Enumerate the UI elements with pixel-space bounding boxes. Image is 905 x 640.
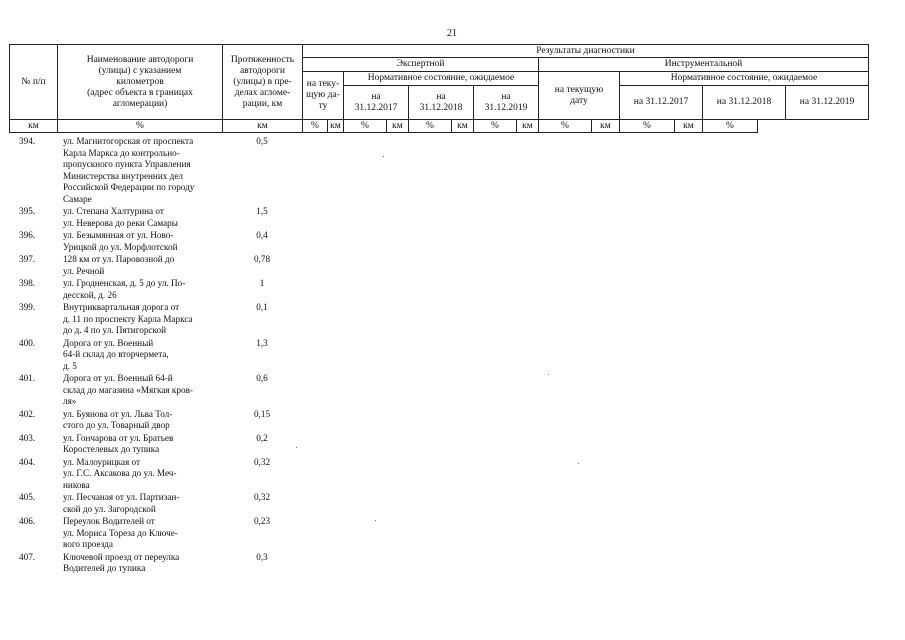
page-number: 21 (447, 28, 457, 39)
road-name-line: ул. Гончарова от ул. Братьев (63, 432, 174, 443)
table-row (9, 302, 302, 337)
road-name-line: д. 5 (63, 360, 77, 371)
header-results: Результаты диагностики (303, 45, 869, 58)
header-unit-percent: % (474, 120, 517, 133)
road-name-line: вого проезда (63, 539, 113, 549)
header-current-expert-line: щую да- (306, 90, 340, 100)
road-list (9, 136, 302, 576)
road-length: 0,1 (256, 302, 268, 312)
header-current-expert (303, 72, 344, 120)
road-name-line: Коростелевых до тупика (63, 444, 160, 454)
road-name-line: ул. Речной (63, 265, 105, 276)
table-row (9, 254, 302, 277)
road-name-line: до д. 4 по ул. Пятигорской (63, 325, 167, 335)
header-expert: Экспертной (303, 58, 539, 72)
road-name-line: Дорога от ул. Военный (63, 337, 154, 348)
header-road-name-line: Наименование автодороги (86, 54, 194, 65)
header-length-line: рации, км (242, 98, 283, 109)
row-number: 397. (19, 254, 36, 264)
row-number: 405. (19, 492, 36, 502)
header-current-instr (539, 72, 620, 120)
road-name-line: Самаре (63, 193, 92, 204)
row-number: 398. (19, 278, 36, 288)
header-date-expert (344, 86, 409, 120)
table-row (9, 457, 302, 492)
road-name-line: ул. Гродненская, д. 5 до ул. По- (63, 278, 186, 288)
road-name (57, 552, 222, 575)
header-unit-km: км (517, 120, 539, 133)
table-row (9, 230, 302, 253)
road-name-line: никова (63, 479, 90, 490)
header-instrumental: Инструментальной (539, 58, 869, 72)
row-number: 395. (19, 206, 36, 216)
road-name (57, 136, 222, 205)
road-name-line: Российской Федерации по городу (63, 182, 195, 192)
header-date-expert-line: на (436, 91, 446, 102)
road-name-line: ул. Мориса Тореза до Ключе- (63, 527, 178, 538)
road-length: 0,23 (253, 516, 271, 526)
road-name-line: ул. Песчаная от ул. Партизан- (63, 492, 180, 502)
road-name (57, 278, 222, 301)
header-current-instr-line: на текущую (554, 84, 604, 95)
header-length-line: автодороги (239, 65, 286, 76)
road-name-line: Урицкой до ул. Морфлотской (63, 241, 178, 252)
road-name (57, 516, 222, 551)
road-name (57, 373, 222, 408)
table-row (9, 373, 302, 408)
header-date-expert (474, 86, 539, 120)
road-name-line: десской, д. 26 (63, 289, 117, 300)
header-unit-percent: % (344, 120, 387, 133)
row-number: 394. (19, 136, 36, 146)
road-name (57, 492, 222, 515)
header-date-instr: на 31.12.2017 (620, 86, 703, 120)
road-name-line: ул. Г.С. Аксакова до ул. Меч- (63, 468, 177, 478)
road-length: 0,32 (253, 456, 271, 467)
road-length: 0,5 (256, 136, 268, 146)
header-unit-km: км (592, 120, 620, 133)
road-name-line: ской до ул. Загородской (63, 503, 156, 514)
road-name-line: ул. Безымянная от ул. Ново- (63, 230, 174, 240)
road-length: 1,3 (256, 337, 268, 348)
header-length (223, 45, 303, 120)
road-length: 0,78 (253, 254, 271, 264)
road-name-line: Водителей до тупика (63, 563, 146, 573)
header-length-line: Протяженность (230, 54, 295, 65)
road-name-line: склад до магазина «Мягкая кров- (63, 384, 193, 395)
road-length: 0,3 (256, 551, 268, 562)
road-name (57, 338, 222, 373)
road-name-line: Министерства внутренних дел (63, 170, 183, 181)
header-road-name-line: агломерации) (112, 98, 168, 109)
table-row (9, 136, 302, 205)
header-unit-percent: % (58, 120, 223, 133)
header-length-line: (улицы) в пре- (233, 76, 292, 87)
road-name-line: д. 11 по проспекту Карла Маркса (63, 313, 193, 324)
road-name-line: ул. Магнитогорская от проспекта (63, 136, 194, 146)
header-date-expert-line: 31.12.2017 (354, 102, 398, 113)
table-row (9, 492, 302, 515)
header-current-expert-line: ту (318, 101, 328, 111)
road-name-line: Переулок Водителей от (63, 516, 155, 526)
road-name-line: Дорога от ул. Военный 64-й (63, 373, 173, 383)
row-number: 404. (19, 456, 36, 467)
header-normative-expert: Нормативное состояние, ожидаемое (344, 72, 539, 86)
header-road-name-line: (улицы) с указанием (98, 65, 182, 76)
header-date-instr: на 31.12.2018 (703, 86, 786, 120)
header-road-name-line: (адрес объекта в границах (87, 87, 193, 98)
header-unit-km: км (328, 120, 344, 133)
row-number: 406. (19, 516, 36, 526)
row-number: 407. (19, 551, 36, 562)
header-normative-instr: Нормативное состояние, ожидаемое (620, 72, 869, 86)
row-number: 396. (19, 230, 36, 240)
road-name (57, 409, 222, 432)
row-number: 402. (19, 408, 36, 419)
road-length: 1,5 (256, 206, 268, 216)
road-name-line: 128 км от ул. Паровозной до (63, 254, 175, 264)
road-length: 0,32 (253, 492, 271, 502)
road-length: 0,4 (256, 230, 268, 240)
table-row (9, 516, 302, 551)
road-name-line: ля» (63, 396, 77, 406)
header-date-expert-line: на (371, 91, 381, 102)
table-row (9, 433, 302, 456)
road-name (57, 254, 222, 277)
table-row (9, 409, 302, 432)
road-name-line: ул. Неверова до реки Самары (63, 217, 178, 228)
road-name-line: ул. Степана Халтурина от (63, 206, 164, 216)
road-name-line: Внутриквартальная дорога от (63, 302, 180, 312)
header-current-instr-line: дату (570, 95, 588, 106)
row-number: 400. (19, 337, 36, 348)
road-name (57, 302, 222, 337)
header-num: № п/п (10, 45, 58, 120)
road-name-line: ул. Буянова от ул. Льва Тол- (63, 408, 173, 419)
diagnostics-table-header (9, 44, 869, 133)
road-name-line: ул. Малоурицкая от (63, 456, 140, 467)
road-name-line: 64-й склад до вторчермета, (63, 349, 169, 359)
header-unit-percent: % (620, 120, 675, 133)
row-number: 401. (19, 373, 36, 383)
header-unit-km: км (387, 120, 409, 133)
table-row (9, 338, 302, 373)
header-date-expert-line: 31.12.2018 (419, 102, 463, 113)
header-unit-percent: % (539, 120, 592, 133)
road-name-line: Карла Маркса до контрольно- (63, 147, 180, 158)
road-name-line: стого до ул. Товарный двор (63, 420, 170, 430)
header-unit-percent: % (409, 120, 452, 133)
header-road-name (58, 45, 223, 120)
header-unit-km: км (675, 120, 703, 133)
table-row (9, 552, 302, 575)
row-number: 403. (19, 432, 36, 443)
road-length: 1 (259, 278, 265, 288)
header-unit-km: км (223, 120, 303, 133)
header-date-instr: на 31.12.2019 (786, 86, 869, 120)
header-length-line: делах агломе- (234, 87, 291, 98)
road-name-line: Ключевой проезд от переулка (63, 551, 180, 562)
header-unit-percent: % (703, 120, 758, 133)
row-number: 399. (19, 302, 36, 312)
header-road-name-line: километров (116, 76, 164, 87)
road-name-line: пропускного пункта Управления (63, 159, 191, 169)
road-name (57, 230, 222, 253)
header-date-expert (409, 86, 474, 120)
road-length: 0,2 (256, 432, 268, 443)
header-date-expert-line: на (501, 91, 511, 102)
header-unit-km: км (10, 120, 58, 133)
road-name (57, 433, 222, 456)
header-unit-km: км (452, 120, 474, 133)
road-length: 0,6 (256, 373, 268, 383)
road-length: 0,15 (253, 408, 271, 419)
road-name (57, 206, 222, 229)
road-name (57, 457, 222, 492)
header-date-expert-line: 31.12.2019 (484, 102, 528, 113)
header-unit-percent: % (303, 120, 328, 133)
table-row (9, 278, 302, 301)
table-row (9, 206, 302, 229)
header-current-expert-line: на теку- (306, 79, 340, 89)
